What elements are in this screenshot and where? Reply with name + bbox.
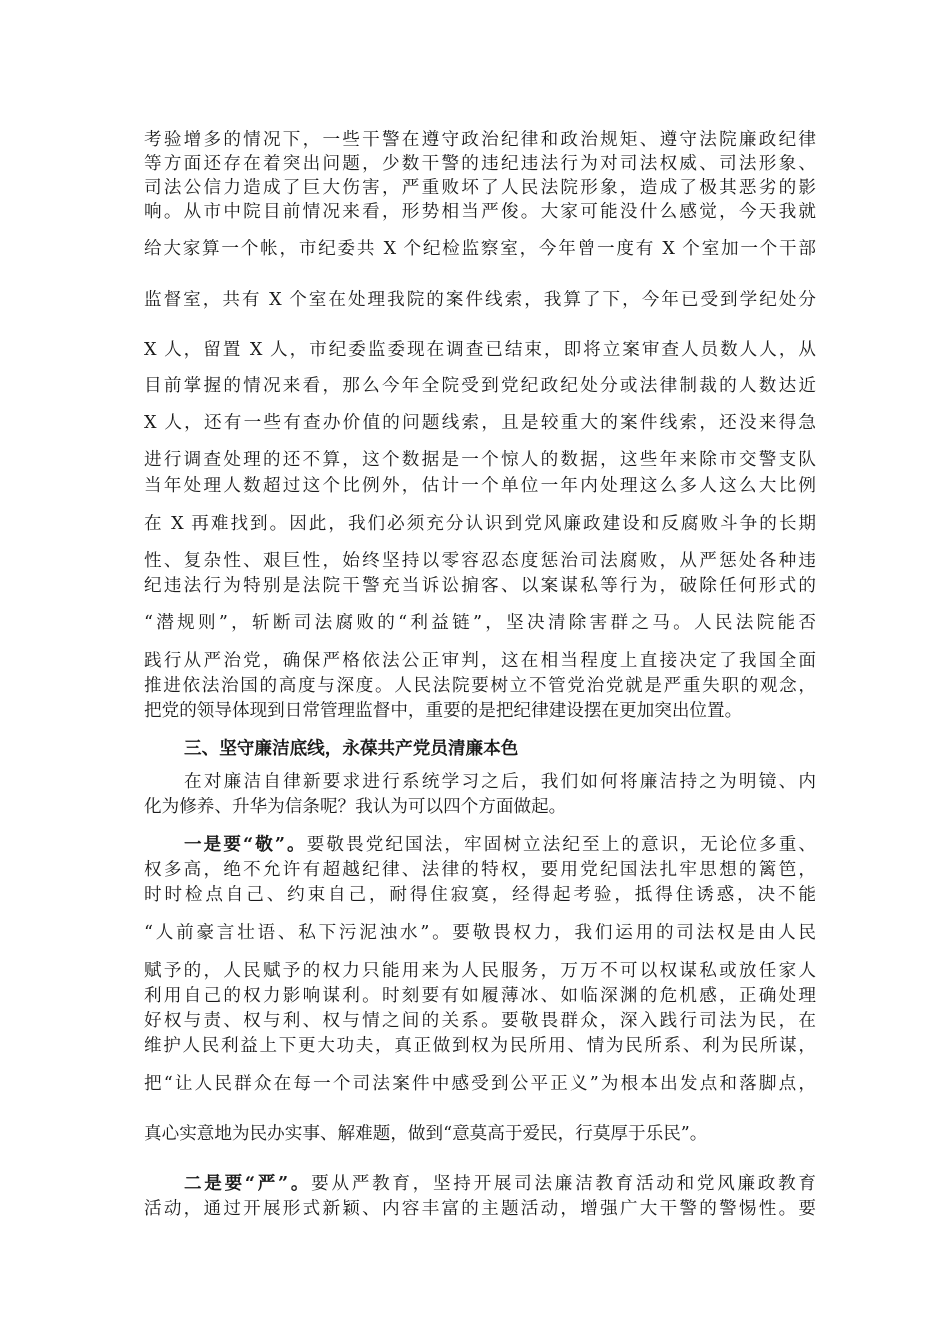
body-line: 好权与责、权与利、权与情之间的关系。要敬畏群众，深入践行司法为民，在: [144, 1011, 816, 1031]
point-two-text: 要从严教育，坚持开展司法廉洁教育活动和党风廉政教育: [311, 1174, 816, 1194]
point-two-label: 二是要“严”。: [184, 1173, 312, 1194]
intro-line: 在对廉洁自律新要求进行系统学习之后，我们如何将廉洁持之为明镜、内: [184, 772, 816, 792]
section-heading: 三、坚守廉洁底线，永葆共产党员清廉本色: [184, 739, 519, 759]
body-line: 践行从严治党，确保严格依法公正审判，这在相当程度上直接决定了我国全面: [144, 651, 816, 671]
body-line: 性、复杂性、艰巨性，始终坚持以零容忍态度惩治司法腐败，从严惩处各种违: [144, 551, 816, 571]
intro-line: 化为修养、升华为信条呢？我认为可以四个方面做起。: [144, 797, 567, 817]
body-line: X 人，留置 X 人，市纪委监委现在调查已结束，即将立案审查人员数人人，从: [144, 340, 816, 360]
point-one-line: [184, 833, 816, 857]
point-one-text: 要敬畏党纪国法，牢固树立法纪至上的意识，无论位多重、: [306, 835, 816, 855]
body-line: 把党的领导体现到日常管理监督中，重要的是把纪律建设摆在更加突出位置。: [144, 701, 743, 721]
body-line: 推进依法治国的高度与深度。人民法院要树立不管党治党就是严重失职的观念，: [144, 676, 816, 696]
body-line: X 人，还有一些有查办价值的问题线索，且是较重大的案件线索，还没来得急: [144, 413, 816, 433]
body-line: 司法公信力造成了巨大伤害，严重败坏了人民法院形象，造成了极其恶劣的影: [144, 178, 816, 198]
body-line: 时时检点自己、约束自己，耐得住寂寞，经得起考验，抵得住诱惑，决不能: [144, 885, 816, 905]
point-two-line: [184, 1172, 816, 1196]
body-line: “潜规则”，斩断司法腐败的“利益链”，坚决清除害群之马。人民法院能否: [144, 613, 816, 633]
body-line: 赋予的，人民赋予的权力只能用来为人民服务，万万不可以权谋私或放任家人: [144, 961, 816, 981]
body-line: 响。从市中院目前情况来看，形势相当严俊。大家可能没什么感觉，今天我就: [144, 202, 816, 222]
body-line: 当年处理人数超过这个比例外，估计一个单位一年内处理这么多人这么大比例: [144, 476, 816, 496]
body-line: 真心实意地为民办实事、解难题，做到“意莫高于爱民，行莫厚于乐民”。: [144, 1124, 708, 1144]
body-line: 目前掌握的情况来看，那么今年全院受到党纪政纪处分或法律制裁的人数达近: [144, 376, 816, 396]
body-line: 考验增多的情况下，一些干警在遵守政治纪律和政治规矩、遵守法院廉政纪律: [144, 130, 816, 150]
body-line: 给大家算一个帐，市纪委共 X 个纪检监察室，今年曾一度有 X 个室加一个干部: [144, 239, 816, 259]
body-line: 等方面还存在着突出问题，少数干警的违纪违法行为对司法权威、司法形象、: [144, 154, 816, 174]
body-line: 在 X 再难找到。因此，我们必须充分认识到党风廉政建设和反腐败斗争的长期: [144, 514, 816, 534]
body-line: “人前豪言壮语、私下污泥浊水”。要敬畏权力，我们运用的司法权是由人民: [144, 923, 816, 943]
body-line: 权多高，绝不允许有超越纪律、法律的特权，要用党纪国法扎牢思想的篱笆，: [144, 860, 816, 880]
body-line: 进行调查处理的还不算，这个数据是一个惊人的数据，这些年来除市交警支队: [144, 450, 816, 470]
body-line: 把“让人民群众在每一个司法案件中感受到公平正义”为根本出发点和落脚点，: [144, 1074, 816, 1094]
body-line: 活动，通过开展形式新颖、内容丰富的主题活动，增强广大干警的警惕性。要: [144, 1199, 816, 1219]
body-line: 监督室，共有 X 个室在处理我院的案件线索，我算了下，今年已受到学纪处分: [144, 290, 816, 310]
point-one-label: 一是要“敬”。: [184, 834, 307, 855]
body-line: 利用自己的权力影响谋利。时刻要有如履薄冰、如临深渊的危机感，正确处理: [144, 986, 816, 1006]
body-line: 纪违法行为特别是法院干警充当诉讼掮客、以案谋私等行为，破除任何形式的: [144, 576, 816, 596]
body-line: 维护人民利益上下更大功夫，真正做到权为民所用、情为民所系、利为民所谋，: [144, 1036, 816, 1056]
